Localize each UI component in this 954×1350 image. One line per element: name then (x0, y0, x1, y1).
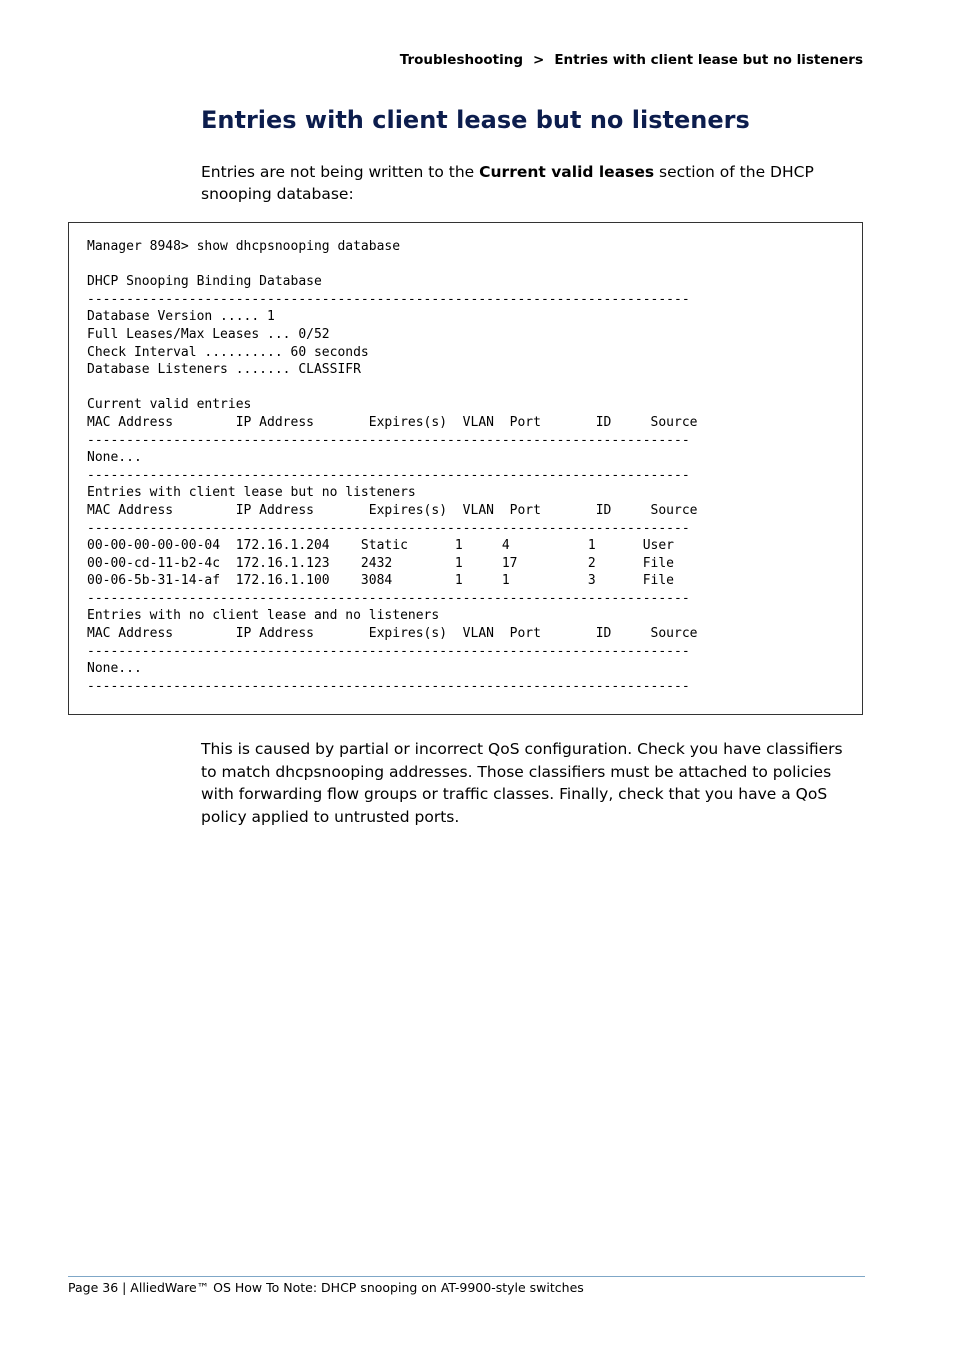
code-line (87, 256, 697, 274)
code-line: Check Interval .......... 60 seconds (87, 344, 369, 360)
code-line: DHCP Snooping Binding Database (87, 274, 322, 290)
breadcrumb-section: Troubleshooting (399, 52, 524, 68)
cli-output (87, 238, 697, 695)
code-line: ----------------------------------------------------------------------------- (87, 467, 690, 483)
footer-divider (68, 1276, 865, 1277)
intro-text-after: section of the DHCP snooping database: (201, 163, 814, 203)
code-line: Manager 8948> show dhcpsnooping database (87, 239, 401, 254)
code-line: ----------------------------------------------------------------------------- (87, 432, 690, 448)
page-footer: Page 36 | AlliedWare™ OS How To Note: DHCP snooping on AT-9900-style switches (68, 1280, 584, 1295)
code-line: Full Leases/Max Leases ... 0/52 (87, 326, 330, 342)
page-title: Entries with client lease but no listeners (201, 106, 750, 134)
explanation-paragraph: This is caused by partial or incorrect QoS configuration. Check you have classifiers to match dhcpsnooping addresses. Those classifiers must be attached to policies with forwarding flow groups or traffic classes. Finally, check that you have a QoS policy applied to untrusted ports. (201, 740, 843, 826)
code-line: 00-06-5b-31-14-af 172.16.1.100 3084 1 1 3 File (87, 573, 674, 589)
code-line: ----------------------------------------------------------------------------- (87, 643, 690, 659)
code-line: ----------------------------------------------------------------------------- (87, 291, 690, 307)
breadcrumb-current: Entries with client lease but no listeners (554, 52, 863, 68)
breadcrumb-separator: > (533, 52, 545, 68)
code-line: Current valid entries (87, 397, 252, 413)
code-line: Entries with client lease but no listeners (87, 485, 416, 501)
code-line: MAC Address IP Address Expires(s) VLAN Port ID Source (87, 414, 698, 430)
breadcrumb (400, 52, 863, 68)
code-line: MAC Address IP Address Expires(s) VLAN Port ID Source (87, 502, 698, 518)
code-line: ----------------------------------------------------------------------------- (87, 590, 690, 606)
code-line: None... (87, 661, 142, 677)
intro-bold-term: Current valid leases (479, 163, 655, 181)
code-line (87, 379, 697, 397)
code-line: ----------------------------------------------------------------------------- (87, 678, 690, 694)
code-line: 00-00-00-00-00-04 172.16.1.204 Static 1 4 1 User (87, 538, 674, 554)
code-line: Database Listeners ....... CLASSIFR (87, 362, 361, 378)
code-line: MAC Address IP Address Expires(s) VLAN Port ID Source (87, 626, 698, 642)
code-line: ----------------------------------------------------------------------------- (87, 520, 690, 536)
intro-text-before: Entries are not being written to the (201, 163, 480, 181)
code-line: None... (87, 450, 142, 466)
code-line: Database Version ..... 1 (87, 309, 275, 325)
intro-paragraph (201, 161, 861, 205)
code-line: 00-00-cd-11-b2-4c 172.16.1.123 2432 1 17 2 File (87, 555, 674, 571)
code-line: Entries with no client lease and no listeners (87, 608, 440, 624)
